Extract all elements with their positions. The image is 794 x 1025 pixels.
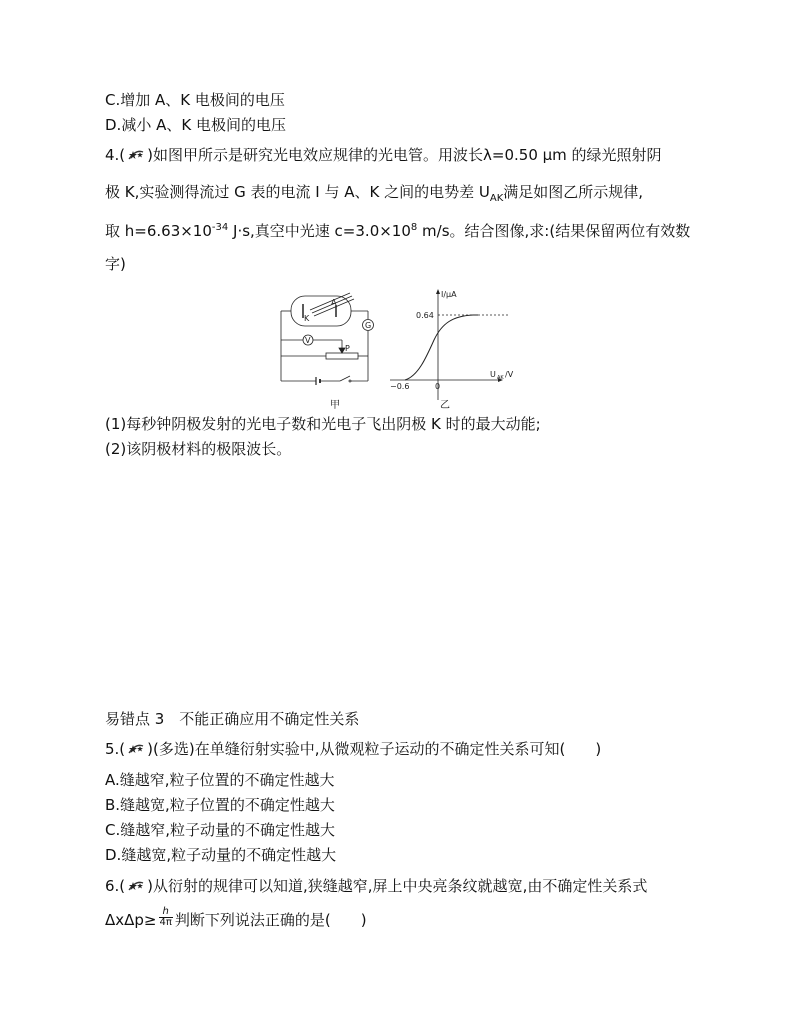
light-ray-1 bbox=[310, 293, 350, 310]
q6-number: 6.( bbox=[105, 877, 126, 895]
section-3-title: 易错点 3 不能正确应用不确定性关系 bbox=[105, 710, 360, 728]
star-badge-icon bbox=[126, 742, 146, 756]
iv-curve bbox=[405, 315, 478, 380]
q6-text: )从衍射的规律可以知道,狭缝越窄,屏上中央亮条纹就越宽,由不确定性关系式 bbox=[147, 877, 648, 895]
option-d-prev: D.减小 A、K 电极间的电压 bbox=[105, 116, 286, 134]
q4-text-3c: m/s。结合图像,求:(结果保留两位有效数 bbox=[417, 222, 691, 240]
rheostat bbox=[326, 353, 358, 359]
q4-line-2 bbox=[105, 182, 643, 209]
q4-sup-exp2: 8 bbox=[410, 222, 418, 233]
q5-option-b: B.缝越宽,粒子位置的不确定性越大 bbox=[105, 796, 335, 814]
circuit-diagram bbox=[281, 293, 374, 385]
circuit-and-graph bbox=[278, 288, 518, 408]
q4-line-1 bbox=[105, 145, 662, 165]
q6-text-2: 判断下列说法正确的是( ) bbox=[174, 911, 367, 929]
y-axis-label: I/μA bbox=[441, 290, 457, 299]
frac-numerator: h bbox=[159, 907, 173, 918]
q5-stem bbox=[105, 739, 601, 759]
h-over-4pi-fraction bbox=[159, 907, 173, 928]
q5-text: )(多选)在单缝衍射实验中,从微观粒子运动的不确定性关系可知( ) bbox=[147, 740, 602, 758]
frac-denominator: 4π bbox=[159, 917, 172, 928]
q4-line-3 bbox=[105, 218, 690, 241]
origin-label: 0 bbox=[435, 382, 441, 391]
q6-stem-2 bbox=[105, 906, 367, 931]
q5-option-d: D.缝越宽,粒子动量的不确定性越大 bbox=[105, 846, 337, 864]
q5-number: 5.( bbox=[105, 740, 126, 758]
label-g: G bbox=[365, 321, 372, 330]
q4-line-4: 字) bbox=[105, 255, 126, 273]
q6-relation: ΔxΔp≥ bbox=[105, 911, 157, 929]
x-axis-label-sub: AK bbox=[497, 375, 504, 381]
caption-yi: 乙 bbox=[440, 400, 450, 411]
switch-contact bbox=[349, 380, 351, 382]
q4-sup-exp1: -34 bbox=[211, 222, 229, 233]
q4-text-1: )如图甲所示是研究光电效应规律的光电管。用波长λ=0.50 μm 的绿光照射阴 bbox=[147, 146, 662, 164]
label-a: A bbox=[331, 298, 337, 307]
label-v: V bbox=[305, 336, 311, 345]
option-c-prev: C.增加 A、K 电极间的电压 bbox=[105, 91, 285, 109]
q5-option-c: C.缝越窄,粒子动量的不确定性越大 bbox=[105, 821, 336, 839]
label-p: P bbox=[345, 344, 350, 353]
q4-text-3b: J·s,真空中光速 c=3.0×10 bbox=[228, 222, 411, 240]
switch-blade bbox=[340, 376, 350, 381]
label-k: K bbox=[304, 314, 310, 323]
q4-sub-ak: AK bbox=[489, 193, 504, 204]
x-tick-neg06: −0.6 bbox=[390, 382, 410, 391]
q4-text-2a: 极 K,实验测得流过 G 表的电流 I 与 A、K 之间的电势差 U bbox=[105, 183, 490, 201]
caption-jia: 甲 bbox=[330, 400, 340, 411]
q4-text-2b: 满足如图乙所示规律, bbox=[503, 183, 644, 201]
star-badge-icon bbox=[126, 879, 146, 893]
q6-stem-1 bbox=[105, 876, 647, 896]
y-tick-064: 0.64 bbox=[416, 311, 434, 320]
q4-text-3a: 取 h=6.63×10 bbox=[105, 222, 212, 240]
q4-subquestion-1: (1)每秒钟阴极发射的光电子数和光电子飞出阴极 K 时的最大动能; bbox=[105, 415, 541, 433]
q5-option-a: A.缝越窄,粒子位置的不确定性越大 bbox=[105, 771, 335, 789]
x-axis-label-unit: /V bbox=[505, 370, 514, 379]
star-badge-icon bbox=[126, 148, 146, 162]
x-axis-label-u: U bbox=[490, 370, 496, 379]
q4-figure bbox=[278, 288, 518, 411]
q4-number: 4.( bbox=[105, 146, 126, 164]
q4-subquestion-2: (2)该阴极材料的极限波长。 bbox=[105, 440, 292, 458]
